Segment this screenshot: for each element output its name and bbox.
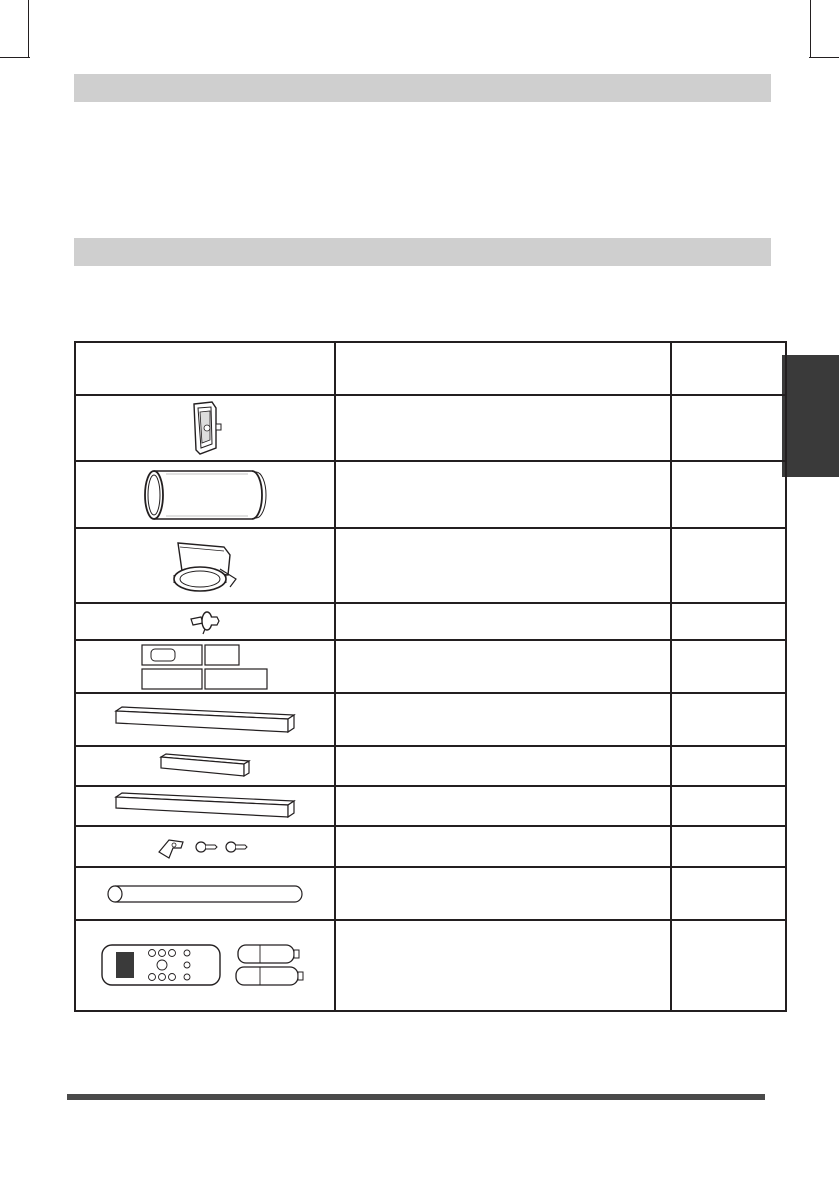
part-name-cell bbox=[335, 603, 671, 640]
header-name-cell bbox=[335, 342, 671, 395]
table-row bbox=[75, 867, 786, 920]
part-image-cell bbox=[75, 693, 335, 746]
part-name-cell bbox=[335, 867, 671, 920]
part-image-cell bbox=[75, 603, 335, 640]
header-quantity-cell bbox=[671, 342, 786, 395]
part-image-cell bbox=[75, 867, 335, 920]
accessories-table bbox=[74, 341, 787, 1012]
part-image-cell bbox=[75, 395, 335, 461]
footer-rule bbox=[67, 1094, 765, 1100]
part-name-cell bbox=[335, 786, 671, 826]
remote-control-and-batteries-icon bbox=[100, 941, 310, 991]
hose-adapter-icon bbox=[160, 535, 250, 597]
foam-seals-icon bbox=[141, 644, 269, 690]
part-quantity-cell bbox=[671, 786, 786, 826]
table-row bbox=[75, 461, 786, 528]
crop-mark-top-left-horizontal bbox=[0, 57, 30, 58]
part-name-cell bbox=[335, 461, 671, 528]
language-side-tab bbox=[782, 355, 839, 477]
part-quantity-cell bbox=[671, 461, 786, 528]
part-image-cell bbox=[75, 528, 335, 603]
header-part-cell bbox=[75, 342, 335, 395]
part-name-cell bbox=[335, 693, 671, 746]
drain-pipe-icon bbox=[105, 883, 305, 905]
table-row bbox=[75, 395, 786, 461]
table-row bbox=[75, 826, 786, 867]
part-quantity-cell bbox=[671, 920, 786, 1011]
window-slider-long-icon bbox=[114, 705, 296, 735]
part-image-cell bbox=[75, 640, 335, 693]
table-row bbox=[75, 920, 786, 1011]
window-slider-short-icon bbox=[159, 753, 251, 779]
table-row bbox=[75, 603, 786, 640]
part-quantity-cell bbox=[671, 395, 786, 461]
part-name-cell bbox=[335, 746, 671, 786]
part-image-cell bbox=[75, 920, 335, 1011]
part-image-cell bbox=[75, 826, 335, 867]
section-header-bar-2 bbox=[74, 238, 771, 266]
part-quantity-cell bbox=[671, 528, 786, 603]
part-name-cell bbox=[335, 395, 671, 461]
table-row bbox=[75, 693, 786, 746]
part-image-cell bbox=[75, 786, 335, 826]
part-image-cell bbox=[75, 461, 335, 528]
part-quantity-cell bbox=[671, 867, 786, 920]
part-quantity-cell bbox=[671, 603, 786, 640]
part-quantity-cell bbox=[671, 746, 786, 786]
part-quantity-cell bbox=[671, 640, 786, 693]
part-image-cell bbox=[75, 746, 335, 786]
bracket-and-screws-icon bbox=[157, 832, 253, 862]
part-quantity-cell bbox=[671, 693, 786, 746]
table-row bbox=[75, 786, 786, 826]
part-name-cell bbox=[335, 920, 671, 1011]
window-slider-extension-icon bbox=[114, 792, 296, 820]
window-adapter-icon bbox=[180, 398, 230, 458]
part-name-cell bbox=[335, 640, 671, 693]
part-quantity-cell bbox=[671, 826, 786, 867]
part-name-cell bbox=[335, 528, 671, 603]
crop-mark-top-right-vertical bbox=[810, 0, 811, 58]
exhaust-hose-icon bbox=[140, 467, 270, 523]
crop-mark-top-left-vertical bbox=[28, 0, 29, 58]
section-header-bar-1 bbox=[74, 74, 771, 102]
table-header-row bbox=[75, 342, 786, 395]
table-row bbox=[75, 640, 786, 693]
table-row bbox=[75, 528, 786, 603]
rivet-bolt-icon bbox=[187, 609, 223, 635]
table-row bbox=[75, 746, 786, 786]
part-name-cell bbox=[335, 826, 671, 867]
crop-mark-top-right-horizontal bbox=[809, 57, 839, 58]
